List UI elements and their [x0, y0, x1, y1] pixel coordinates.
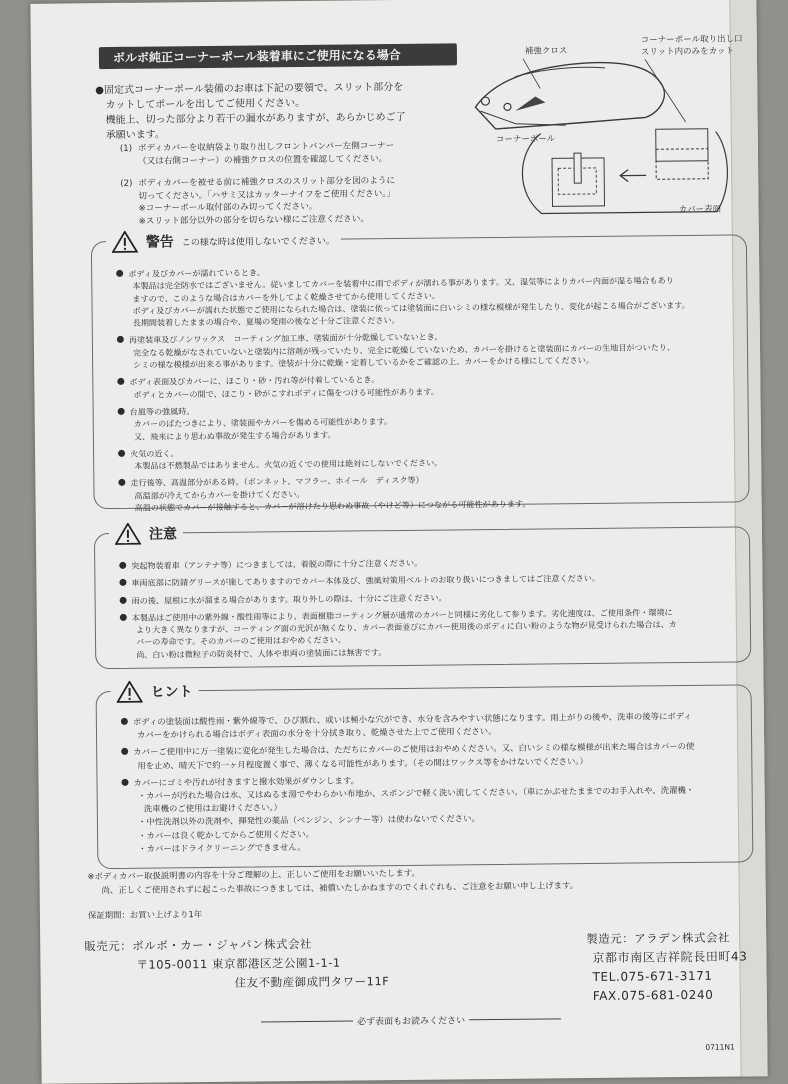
item-line: ・カバーは良く乾かしてからご使用ください。: [138, 828, 314, 841]
item-heading: ボディの塗装面は酸性雨・紫外線等で、ひび割れ、或いは極小な穴ができ、水分を含みやすい状態になります。雨上がりの後や、洗車の後等にボディ: [132, 710, 692, 727]
footer-note-line: 尚、正しくご使用されずに起こった事故につきましては、補償いたしかねますのでくれぐれも、ご注意をお願い申し上げます。: [101, 880, 579, 896]
item-line: ・中性洗剤以外の洗剤や、揮発性の薬品（ベンジン、シンナー等）は使わないでください。: [137, 813, 480, 828]
instruction-sheet: [30, 0, 767, 1084]
bullet-icon: [118, 450, 125, 457]
item-line: 本製品は不燃製品ではありません。火気の近くでの使用は絶対にしないでください。: [134, 457, 443, 471]
intro-text: [95, 79, 468, 143]
bullet-icon: [121, 779, 128, 786]
bullet-icon: [118, 408, 125, 415]
step-number: (1): [119, 143, 133, 154]
bullet-icon: [120, 614, 127, 621]
step-number: (2): [120, 178, 133, 189]
bullet-icon: [119, 579, 126, 586]
caution-item: [120, 588, 734, 607]
item-line: 又、飛来により思わぬ事故が発生する場合があります。: [133, 429, 336, 442]
item-heading: ボディ及びカバーが濡れているとき。: [128, 267, 265, 279]
item-line: バーの寿命です。そのカバーのご使用はおやめください。: [136, 635, 346, 648]
warning-item: [118, 471, 732, 514]
bullet-icon: [119, 562, 126, 569]
warning-item: [117, 370, 731, 401]
item-line: カバーをかけられる場合はボディ表面の水分を十分拭き取り、乾燥させた上でご使用ください。: [136, 726, 497, 740]
item-heading: 走行後等、高温部分がある時。（ボンネット、マフラー、ホイール ディスク等）: [130, 475, 424, 489]
intro-line: ●固定式コーナーポール装備のお車は下記の要領で、スリット部分を: [95, 81, 404, 97]
step-line: ※コーナーポール取付部のみ切ってください。: [138, 201, 318, 214]
hint-triangle-icon: [116, 681, 142, 703]
intro-line: カットしてポールを出してご使用ください。: [105, 97, 306, 112]
item-line: より大きく異なりますが、コーティング面の光沢が無くなり、カバー表面並びにカバー使用後のボディに白い粉のような物が見受けられた場合は、カ: [135, 619, 677, 635]
divider-left: [261, 1021, 353, 1023]
bottom-note-row: [261, 1012, 561, 1028]
hint-box: [96, 684, 754, 869]
warranty-period: 保証期間：お買い上げより1年: [87, 909, 203, 921]
figure-label: コーナーポール: [495, 134, 556, 145]
item-line: 高温部が冷えてからカバーを掛けてください。: [134, 488, 305, 501]
warning-items: [116, 262, 733, 517]
seller-address: 〒105-0011 東京都港区芝公園1-1-1: [136, 955, 341, 972]
bullet-icon: [121, 718, 128, 725]
item-line: ますので、このような場合はカバーを外してよく乾燥させてから使用してください。: [132, 290, 440, 304]
figure-label: カバー表面: [678, 204, 722, 216]
footer-note-line: ※ボディカバー取扱説明書の内容を十分ご理解の上、正しいご使用をお願いいたします。: [87, 867, 420, 882]
intro-line: 承願います。: [105, 129, 166, 142]
caution-item: [119, 571, 733, 590]
step-2: [120, 174, 471, 228]
warning-item: [118, 399, 732, 442]
maker-name: 製造元：アラデン株式会社: [586, 930, 731, 947]
warning-triangle-icon: [112, 231, 138, 253]
bullet-icon: [117, 336, 124, 343]
hint-title: ヒント: [150, 684, 193, 701]
figure-label: スリット内のみをカット: [640, 46, 735, 58]
caution-triangle-icon: [115, 523, 141, 545]
bullet-icon: [116, 270, 123, 277]
item-heading: 突起物装着車（アンテナ等）につきましては、着脱の際に十分ご注意ください。: [131, 557, 423, 571]
item-heading: 台風等の強風時。: [129, 406, 195, 417]
item-heading: 火気の近く。: [130, 448, 179, 459]
bullet-icon: [117, 378, 124, 385]
caution-box: [94, 526, 751, 669]
bullet-icon: [120, 596, 127, 603]
item-line: 高温の状態でカバーが接触すると、カバーが溶けたり思わぬ事故（やけど等）につながる可能性があります。: [134, 498, 531, 513]
warning-box: [91, 234, 750, 513]
figure-label: 補強クロス: [524, 46, 568, 57]
item-heading: 雨の後、屋根に水が溜まる場合があります。取り外しの際は、十分にご注意ください。: [131, 592, 447, 606]
caution-items: [119, 554, 734, 664]
item-line: ・カバーが汚れた場合は水、又はぬるま湯でやわらかい布地か、スポンジで軽く洗い流してください。（車にかぶせたままでのお手入れや、洗濯機・: [137, 784, 695, 801]
step-line: ※スリット部分以外の部分を切らない様にご注意ください。: [138, 213, 369, 227]
bottom-note: 必ず表面もお読みください: [356, 1016, 466, 1028]
document-code: 0711N1: [705, 1042, 735, 1052]
item-heading: 再塗装車及びノンワックス コーティング加工車、塗装面が十分乾燥していないとき。: [128, 332, 443, 346]
item-heading: 車両底部に防錆グリースが施してありますのでカバー本体及び、強風対策用ベルトのお取り扱いにつきましてはご注意ください。: [131, 573, 601, 589]
intro-line: 機能上、切った部分より若干の漏水がありますが、あらかじめご了: [105, 111, 406, 127]
seller-block: [84, 934, 445, 995]
item-line: 長期間装着したままの場合や、夏場の発雨の後など十分ご注意ください。: [132, 315, 400, 328]
item-heading: カバーにゴミや汚れが付きますと撥水効果がダウンします。: [133, 775, 360, 788]
item-line: 本製品は完全防水ではございません。従いましてカバーを装着中に雨でボディが濡れる事があります。又、湿気等によりカバー内面が湿る場合もあり: [132, 275, 674, 292]
maker-fax: FAX.075-681-0240: [592, 987, 714, 1003]
seller-name: 販売元：ボルボ・カー・ジャパン株式会社: [84, 936, 313, 954]
warning-title: 警告: [145, 234, 174, 251]
item-line: 尚、白い粉は微粒子の防炎材で、人体や車両の塗装面には無害です。: [136, 646, 387, 660]
warning-item: [116, 262, 731, 330]
item-line: シミの様な模様が出来る事があります。塗装が十分に乾燥・定着しているかをご確認の上、カバーをかける様にしてください。: [133, 355, 594, 370]
item-line: ・カバーはドライクリーニングできません。: [138, 841, 306, 854]
hint-items: [121, 709, 736, 857]
item-heading: 本製品はご使用中の紫外線・酸性雨等により、表面樹脂コーティング層が通常のカバーと同様に劣化して参ります。劣化速度は、ご使用条件・環境に: [131, 607, 673, 623]
caution-title: 注意: [148, 526, 178, 543]
caution-item: [119, 554, 733, 573]
warning-subtitle: この様な時は使用しないでください。: [181, 236, 335, 248]
maker-block: [586, 928, 787, 1006]
item-heading: ボディ表面及びカバーに、ほこり・砂・汚れ等が付着しているとき。: [129, 374, 380, 388]
seller-address: 住友不動産御成門タワー11F: [234, 974, 390, 990]
warning-item: [118, 441, 732, 472]
hint-item: [121, 740, 735, 773]
maker-tel: TEL.075-671-3171: [592, 968, 713, 984]
bullet-icon: [118, 479, 125, 486]
caution-item: [120, 605, 734, 661]
footer-notes: [87, 862, 747, 897]
item-line: ボディ及びカバーが濡れた状態でご使用になられた場合は、塗装に依っては塗装面に白いシミの様な模様が発生したり、変化が起こる場合がございます。: [132, 299, 690, 316]
item-line: 洗車機のご使用はお避けください。）: [143, 802, 283, 814]
hint-item: [121, 770, 736, 856]
bullet-icon: [121, 748, 128, 755]
item-heading: カバーご使用中に万一塗装に変化が発生した場合は、ただちにカバーのご使用はおやめください。又、白いシミの様な模様が出来た場合はカバーの使: [133, 741, 695, 758]
item-line: カバーのばたつきにより、塗装面やカバーを傷める可能性があります。: [133, 416, 393, 430]
divider-right: [469, 1018, 561, 1020]
step-line: ボディカバーを被せる前に補強クロスのスリット部分を図のように: [138, 176, 396, 189]
section-title-bar: ボルボ純正コーナーポール装着車にご使用になる場合: [99, 43, 457, 69]
figure-label: コーナーポール取り出し口: [640, 34, 743, 46]
step-line: 切ってください。「ハサミ又はカッターナイフをご使用ください。」: [138, 188, 396, 202]
step-1: [120, 139, 470, 168]
warning-item: [117, 328, 731, 371]
step-line: （又は右側コーナー）の補強クロスの位置を確認してください。: [137, 153, 388, 167]
hint-item: [121, 709, 735, 742]
maker-address: 京都市南区吉祥院長田町43: [592, 949, 748, 965]
item-line: ボディとカバーの間で、ほこり・砂がこすれボディに傷をつける可能性があります。: [133, 386, 439, 400]
step-line: ボディカバーを収納袋より取り出しフロントバンパー左側コーナー: [137, 141, 395, 154]
item-line: 用を止め、晴天下で約一ヶ月程度置く事で、薄くなる可能性があります。（その間はワックス等をかけないでください。）: [137, 755, 588, 771]
corner-pole-figure: [455, 26, 747, 224]
item-line: 完全なる乾燥がなされていないと塗装内に溶剤が残っていたり、完全に乾燥していないため、カバーを掛けると塗装面にカバーの生地目がついたり、: [132, 341, 676, 358]
